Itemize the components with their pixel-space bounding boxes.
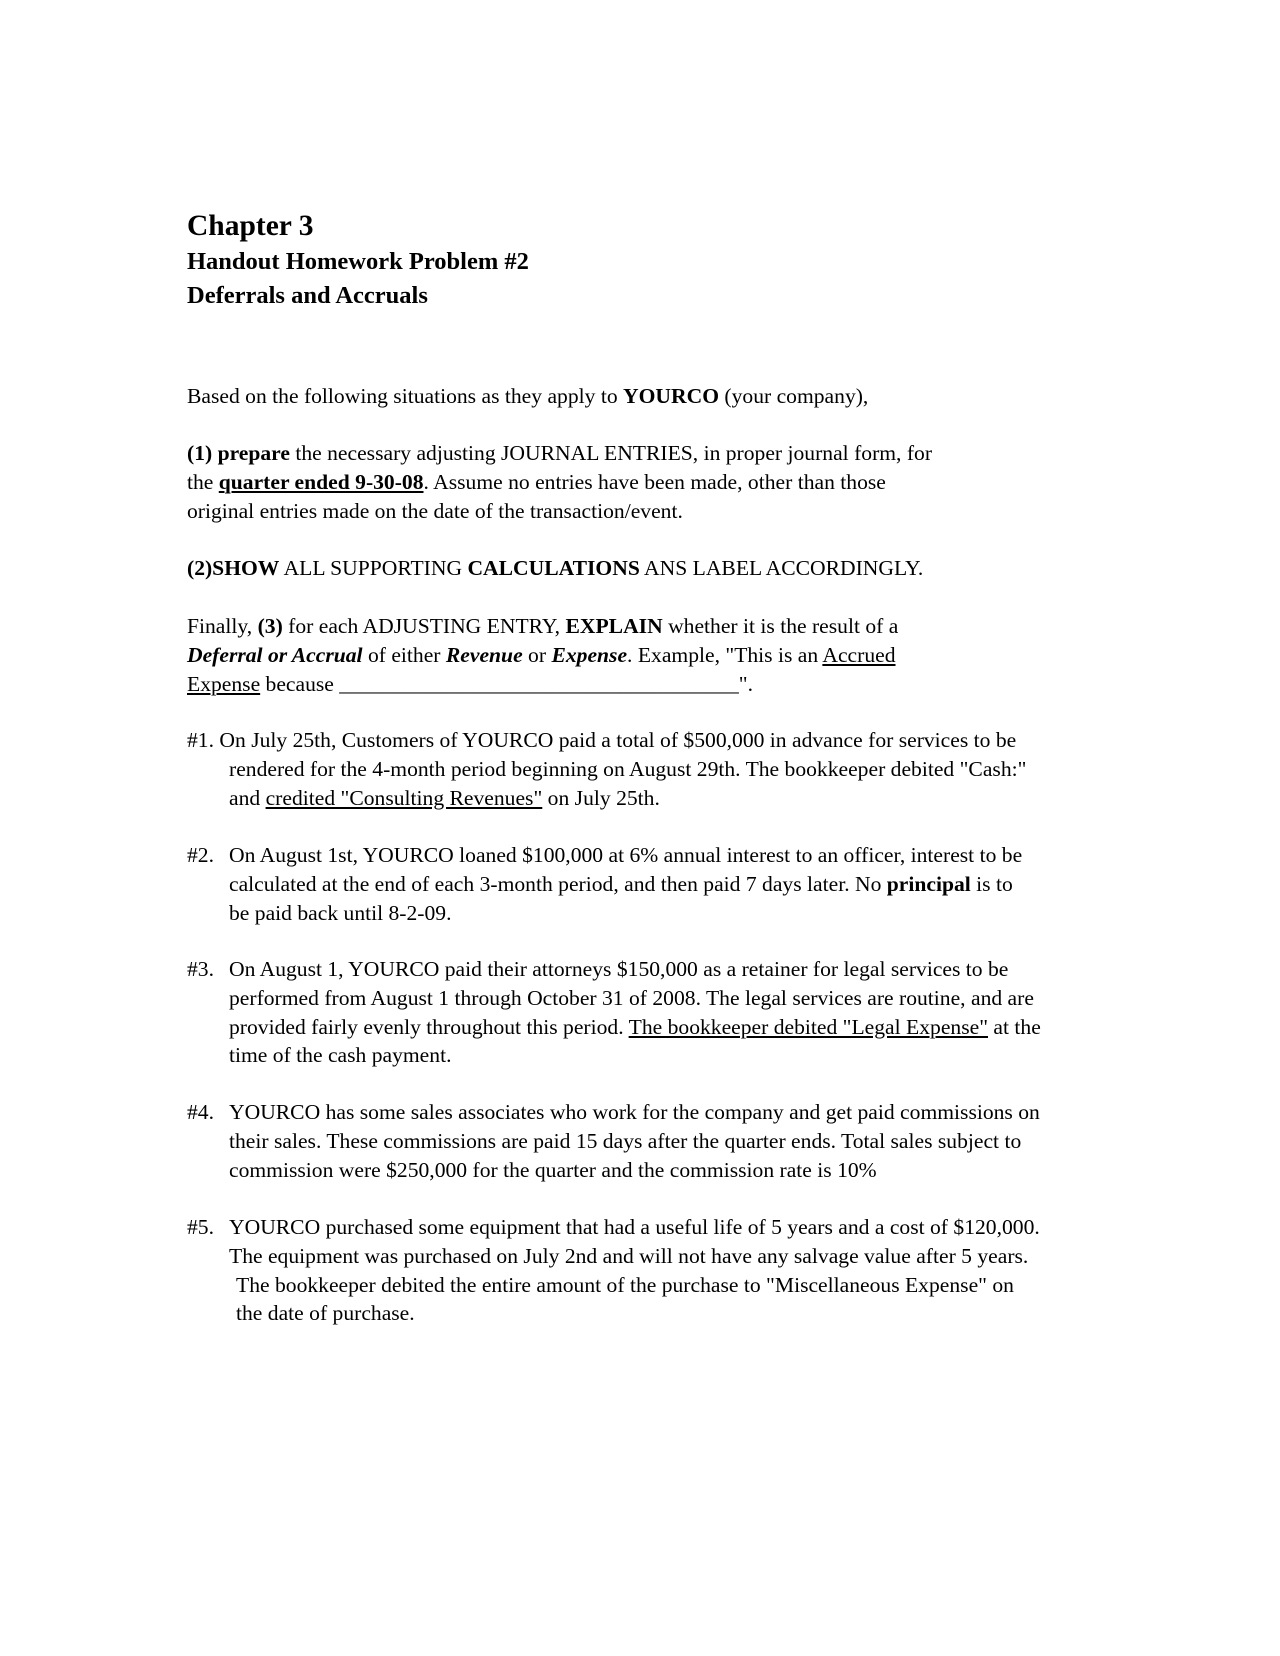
- problem-4: #4. YOURCO has some sales associates who work for the company and get paid commissions on their sales. These commissions are paid 15 days after the quarter ends. Total sales subject to commission were $250,000 for the quarter and the commission rate is 10%: [187, 1100, 1040, 1182]
- intro-paragraph: Based on the following situations as they apply to YOURCO (your company),: [187, 384, 869, 408]
- problem-1: #1. On July 25th, Customers of YOURCO paid a total of $500,000 in advance for services to be rendered for the 4-month period beginning on August 29th. The bookkeeper debited "Cash:" and credited "Consulting Revenues" on July 25th.: [187, 728, 1027, 810]
- problem-3: #3. On August 1, YOURCO paid their attorneys $150,000 as a retainer for legal services to be performed from August 1 through October 31 of 2008. The legal services are routine, and are provided fairly evenly throughout this period. The bookkeeper debited "Legal Expense" at the time of the cash payment.: [187, 957, 1041, 1068]
- company-name: YOURCO: [623, 384, 720, 408]
- handout-title: Handout Homework Problem #2: [187, 248, 529, 275]
- step1-paragraph: (1) prepare the necessary adjusting JOURNAL ENTRIES, in proper journal form, for the quarter ended 9-30-08. Assume no entries have been made, other than those original entries made on the date of the transaction/event.: [187, 441, 933, 523]
- quarter-ended: quarter ended 9-30-08: [218, 469, 424, 494]
- step2-paragraph: (2)SHOW ALL SUPPORTING CALCULATIONS ANS LABEL ACCORDINGLY.: [187, 556, 924, 580]
- problem-5: #5. YOURCO purchased some equipment that had a useful life of 5 years and a cost of $120,000. The equipment was purchased on July 2nd and will not have any salvage value after 5 years. The bookkeeper debited the entire amount of the purchase to "Miscellaneous Expense" on the date of purchase.: [187, 1215, 1040, 1326]
- problem-2: #2. On August 1st, YOURCO loaned $100,000 at 6% annual interest to an officer, interest to be calculated at the end of each 3-month period, and then paid 7 days later. No principal is to be paid back until 8-2-09.: [187, 843, 1023, 925]
- chapter-title: Chapter 3: [187, 210, 314, 242]
- step1-label: (1) prepare: [187, 441, 290, 465]
- step3-paragraph: Finally, (3) for each ADJUSTING ENTRY, EXPLAIN whether it is the result of a Deferral or Accrual of either Revenue or Expense. Example, "This is an Accrued Expense because _____________________________________".: [187, 614, 899, 696]
- topic-title: Deferrals and Accruals: [187, 282, 428, 309]
